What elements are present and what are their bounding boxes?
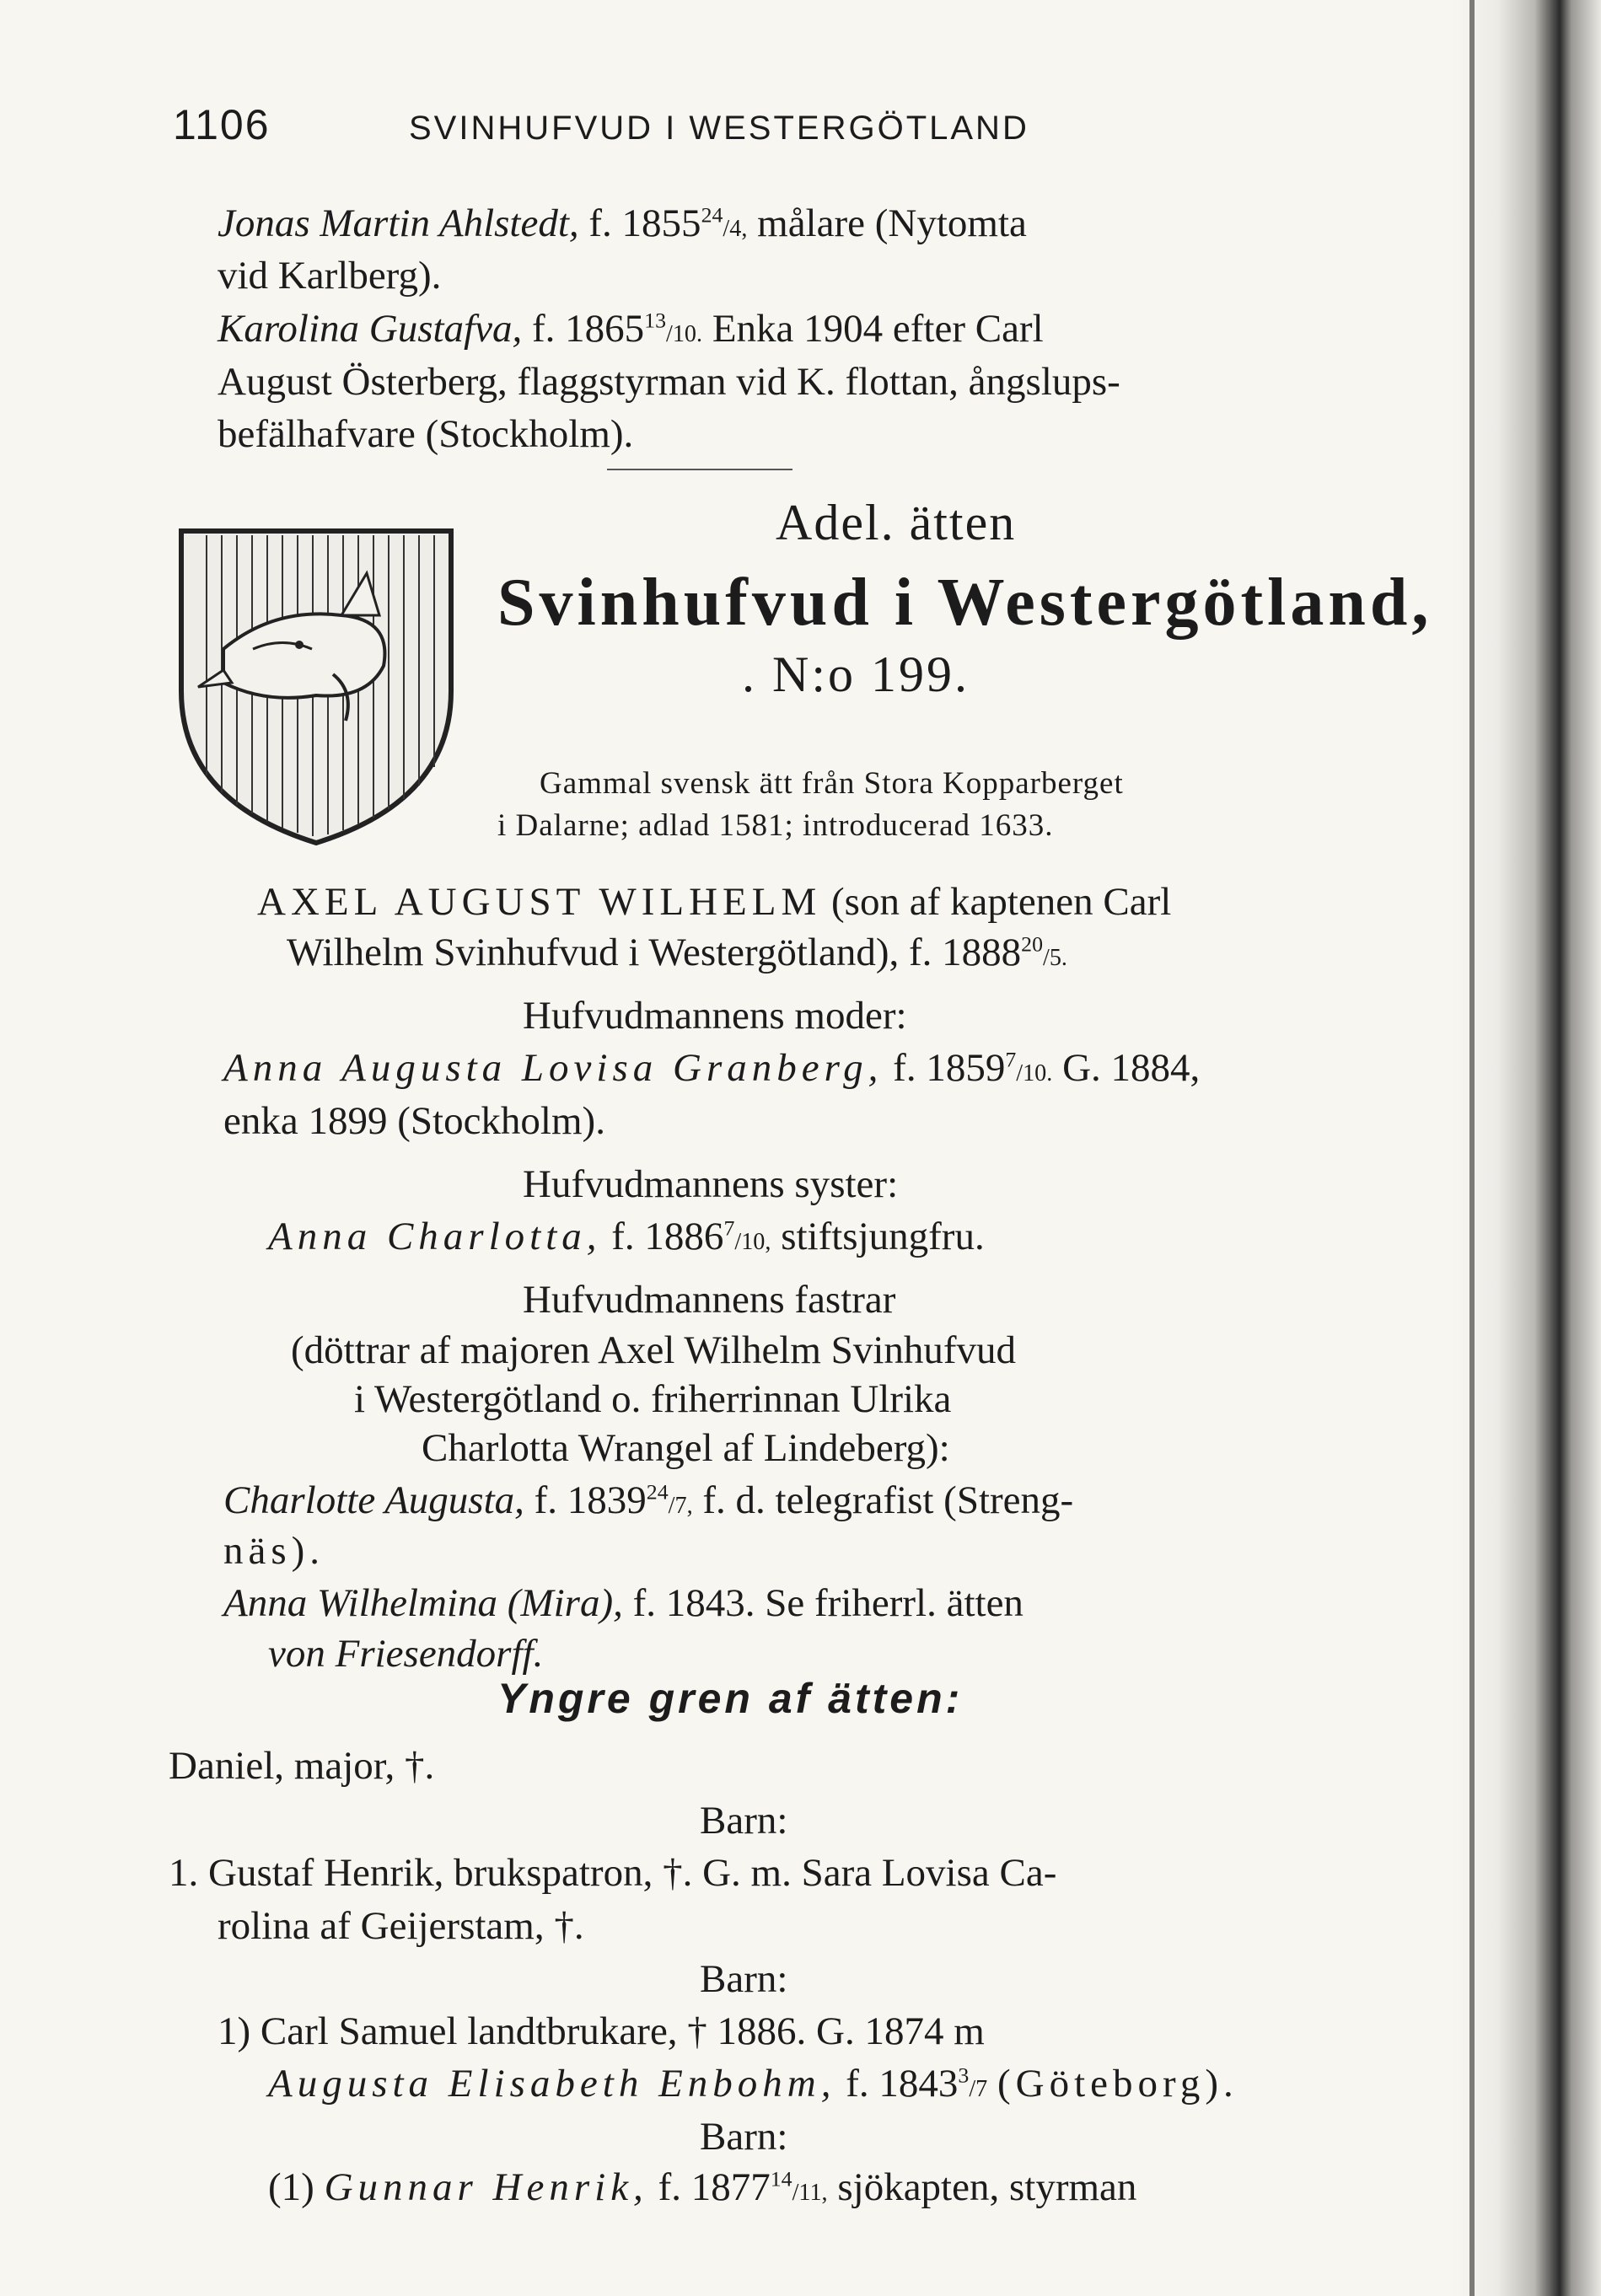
barn-heading-3: Barn: [700,2115,788,2159]
entry-karolina-line2: August Österberg, flaggstyrman vid K. flottan, ångslups- [218,360,1120,404]
entry-jonas-line2: vid Karlberg). [218,254,442,298]
mother-name: Anna Augusta Lovisa Granberg, [223,1046,884,1090]
younger-branch-heading: Yngre gren af ätten: [497,1675,964,1722]
sister-heading: Hufvudmannens syster: [523,1162,899,1206]
page-fold-line [1469,0,1475,2296]
mother-heading: Hufvudmannens moder: [523,994,907,1038]
great-grandchild1-name: Gunnar Henrik, [324,2165,648,2209]
sister-name: Anna Charlotta, [268,1215,602,1258]
family-title-line1: Adel. ätten [776,495,1017,550]
aunt1-line1: Charlotte Augusta, f. 1839$^{24}$/7, f. d. telegrafist (Streng- [223,1478,1074,1522]
great-grandchild1-line: (1) Gunnar Henrik, f. 1877$^{14}$/11, sjökapten, styrman [268,2165,1137,2209]
aunts-desc-line2: i Westergötland o. friherrinnan Ulrika [354,1377,952,1421]
mother-line2: enka 1899 (Stockholm). [223,1099,605,1143]
family-title-line3: . N:o 199. [742,646,970,702]
aunt2-line2: von Friesendorff. [268,1632,544,1676]
sister-line: Anna Charlotta, f. 1886$^7$/10, stiftsjungfru. [268,1215,985,1258]
aunts-desc-line3: Charlotta Wrangel af Lindeberg): [422,1426,950,1470]
child1-line1: 1. Gustaf Henrik, brukspatron, †. G. m. Sara Lovisa Ca- [169,1851,1057,1895]
grandchild1-line1: 1) Carl Samuel landtbrukare, † 1886. G. 1874 m [218,2009,985,2053]
page-number: 1106 [173,101,271,148]
running-title: SVINHUFVUD I WESTERGÖTLAND [409,110,1029,147]
family-description-line1: Gammal svensk ätt från Stora Kopparberget [540,766,1124,801]
head-line2: Wilhelm Svinhufvud i Westergötland), f. 1888$^{20}$/5. [287,931,1067,974]
aunt2-name: Anna Wilhelmina (Mira), [223,1581,623,1625]
grandchild1-line2: Augusta Elisabeth Enbohm, f. 1843$^3$/7 (Göteborg). [268,2062,1238,2106]
aunt1-line2: näs). [223,1529,325,1573]
section-divider [607,469,792,470]
entry-karolina-line1: Karolina Gustafva, f. 1865$^{13}$/10. Enka 1904 efter Carl [218,307,1044,351]
entry-name: Jonas Martin Ahlstedt, [218,201,579,245]
coat-of-arms-shield-icon [173,523,459,851]
barn-heading-1: Barn: [700,1799,788,1843]
grandchild1-wife-name: Augusta Elisabeth Enbohm, [268,2062,836,2106]
entry-name: Karolina Gustafva, [218,307,523,351]
entry-karolina-line3: befälhafvare (Stockholm). [218,412,634,456]
aunts-desc-line1: (döttrar af majoren Axel Wilhelm Svinhufvud [291,1328,1017,1372]
family-description-line2: i Dalarne; adlad 1581; introducerad 1633. [497,808,1054,843]
child1-line2: rolina af Geijerstam, †. [218,1904,584,1948]
page-edge-shadow [1453,0,1601,2296]
head-line1: AXEL AUGUST WILHELM (son af kaptenen Carl [257,880,1172,924]
barn-heading-2: Barn: [700,1957,788,2001]
aunts-heading: Hufvudmannens fastrar [523,1278,896,1322]
family-title-line2: Svinhufvud i Westergötland, [497,566,1433,640]
mother-line1: Anna Augusta Lovisa Granberg, f. 1859$^7$/10. G. 1884, [223,1046,1201,1090]
daniel-line: Daniel, major, †. [169,1744,435,1788]
entry-jonas-line1: Jonas Martin Ahlstedt, f. 1855$^{24}$/4, målare (Nytomta [218,201,1027,245]
aunt1-name: Charlotte Augusta, [223,1478,524,1522]
head-name: AXEL AUGUST WILHELM [257,880,822,924]
aunt2-line1: Anna Wilhelmina (Mira), f. 1843. Se friherrl. ätten [223,1581,1023,1625]
